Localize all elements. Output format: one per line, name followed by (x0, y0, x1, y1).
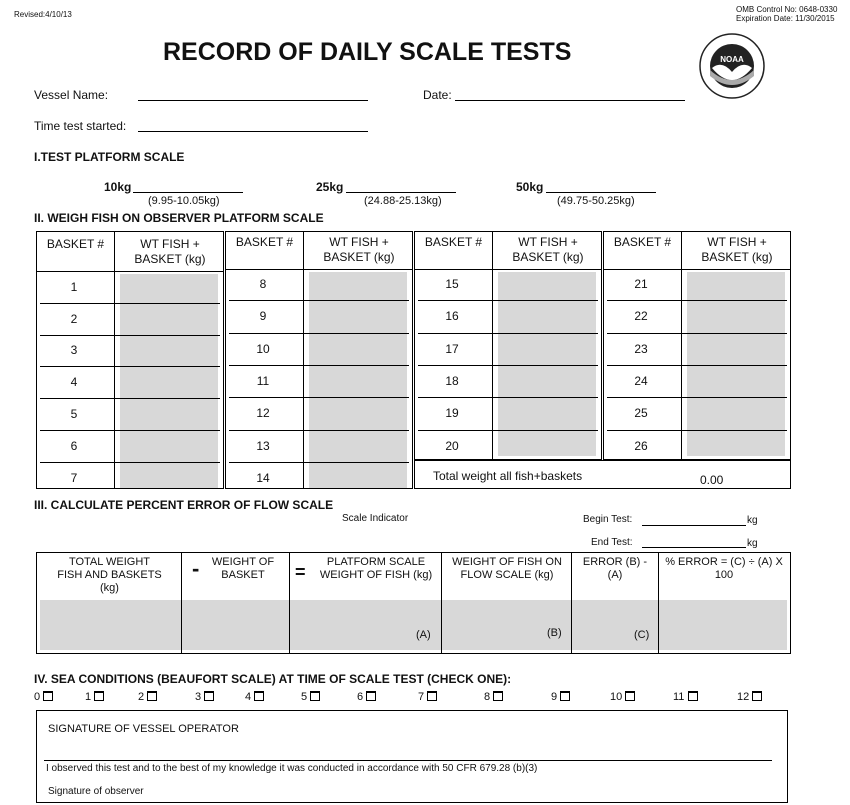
section4-title: IV. SEA CONDITIONS (BEAUFORT SCALE) AT TIME OF SCALE TEST (CHECK ONE): (34, 672, 512, 686)
scale-indicator-label: Scale Indicator (342, 513, 409, 524)
total-weight-value: 0.00 (700, 473, 724, 487)
operator-signature-label: SIGNATURE OF VESSEL OPERATOR (48, 723, 239, 735)
beaufort-label-10: 10 (610, 691, 623, 703)
basket-number: 25 (634, 406, 648, 421)
beaufort-label-2: 2 (138, 691, 145, 703)
table-row (603, 300, 791, 332)
vessel-name-field[interactable] (138, 100, 368, 101)
col-platform-weight: PLATFORM SCALE WEIGHT OF FISH (kg) (319, 556, 433, 581)
table-row (414, 430, 602, 462)
col-percent-error: % ERROR = (C) ÷ (A) X 100 (665, 556, 783, 581)
weight-50kg-label: 50kg (516, 180, 544, 194)
basket-number: 6 (70, 438, 78, 453)
col-basket-weight: WEIGHT OF BASKET (211, 556, 275, 581)
weight-25kg-label: 25kg (316, 180, 344, 194)
basket-number: 11 (256, 374, 270, 389)
end-test-field[interactable] (642, 547, 746, 548)
beaufort-checkbox-2[interactable] (147, 691, 157, 701)
basket-number: 10 (256, 341, 270, 356)
table-row (36, 462, 224, 494)
beaufort-label-6: 6 (357, 691, 364, 703)
table-row (225, 397, 413, 429)
basket-number: 13 (256, 438, 270, 453)
date-field[interactable] (455, 100, 685, 101)
basket-number: 15 (445, 277, 459, 292)
basket-number: 4 (70, 375, 78, 390)
col-flow-weight: WEIGHT OF FISH ON FLOW SCALE (kg) (452, 556, 562, 581)
end-test-unit: kg (747, 538, 758, 549)
total-weight-label: Total weight all fish+baskets (433, 469, 583, 483)
time-started-label: Time test started: (34, 119, 127, 133)
begin-test-unit: kg (747, 515, 758, 526)
expiration-date: Expiration Date: 11/30/2015 (736, 14, 835, 23)
date-label: Date: (423, 88, 452, 102)
page-title: RECORD OF DAILY SCALE TESTS (163, 38, 572, 66)
weight-10kg-field[interactable] (133, 192, 243, 193)
time-started-field[interactable] (138, 131, 368, 132)
marker-a: (A) (416, 629, 431, 641)
table-row (225, 300, 413, 332)
beaufort-checkbox-8[interactable] (493, 691, 503, 701)
weight-25kg-field[interactable] (346, 192, 456, 193)
beaufort-checkbox-10[interactable] (625, 691, 635, 701)
operator-signature-field[interactable] (44, 760, 772, 761)
weight-25kg-range: (24.88-25.13kg) (364, 195, 442, 207)
table-row (414, 268, 602, 300)
beaufort-checkbox-11[interactable] (688, 691, 698, 701)
minus-sign: - (192, 556, 200, 581)
table-row (36, 398, 224, 430)
table-row (603, 365, 791, 397)
table-row (603, 268, 791, 300)
table-row (225, 365, 413, 397)
beaufort-checkbox-0[interactable] (43, 691, 53, 701)
col-total-weight: TOTAL WEIGHT FISH AND BASKETS (kg) (57, 556, 162, 594)
beaufort-checkbox-9[interactable] (560, 691, 570, 701)
table-row (414, 333, 602, 365)
basket-number: 18 (445, 374, 459, 389)
beaufort-checkbox-1[interactable] (94, 691, 104, 701)
basket-number: 8 (259, 277, 267, 292)
weight-header: WT FISH + BASKET (kg) (512, 235, 584, 264)
table-row (225, 333, 413, 365)
omb-control: OMB Control No: 0648-0330 (736, 5, 838, 14)
marker-b: (B) (547, 627, 562, 639)
weight-10kg-label: 10kg (104, 180, 132, 194)
beaufort-label-5: 5 (301, 691, 308, 703)
beaufort-label-9: 9 (551, 691, 558, 703)
basket-number: 21 (634, 277, 648, 292)
table-row (36, 366, 224, 398)
basket-number: 26 (634, 438, 648, 453)
basket-number: 22 (634, 309, 648, 324)
basket-number: 16 (445, 309, 459, 324)
observer-statement: I observed this test and to the best of my knowledge it was conducted in accordance with 50 CFR 679.28 (b)(3) (46, 763, 538, 774)
basket-header: BASKET # (613, 235, 672, 249)
weight-10kg-range: (9.95-10.05kg) (148, 195, 220, 207)
basket-header: BASKET # (424, 235, 483, 249)
weight-50kg-field[interactable] (546, 192, 656, 193)
section1-title: I.TEST PLATFORM SCALE (34, 150, 185, 164)
basket-number: 17 (445, 341, 459, 356)
basket-header: BASKET # (46, 237, 105, 251)
table-row (414, 300, 602, 332)
basket-number: 19 (445, 406, 459, 421)
table-row (225, 268, 413, 300)
observer-signature-label: Signature of observer (48, 786, 144, 797)
basket-number: 12 (256, 406, 270, 421)
flow-scale-entry-area[interactable] (40, 600, 787, 650)
beaufort-label-12: 12 (737, 691, 750, 703)
basket-number: 1 (70, 279, 78, 294)
basket-number: 23 (634, 341, 648, 356)
table-row (603, 397, 791, 429)
beaufort-label-11: 11 (673, 691, 685, 703)
basket-number: 5 (70, 407, 78, 422)
beaufort-label-7: 7 (418, 691, 425, 703)
flow-scale-table (36, 552, 791, 654)
table-row (36, 271, 224, 303)
basket-number: 9 (259, 309, 267, 324)
basket-number: 14 (256, 470, 270, 485)
basket-number: 24 (634, 374, 648, 389)
beaufort-checkbox-5[interactable] (310, 691, 320, 701)
basket-number: 20 (445, 438, 459, 453)
beaufort-label-0: 0 (34, 691, 41, 703)
beaufort-label-4: 4 (245, 691, 252, 703)
beaufort-checkbox-7[interactable] (427, 691, 437, 701)
weight-header: WT FISH + BASKET (kg) (134, 237, 206, 266)
table-row (36, 430, 224, 462)
weight-50kg-range: (49.75-50.25kg) (557, 195, 635, 207)
col-error: ERROR (B) - (A) (582, 556, 648, 581)
table-row (414, 365, 602, 397)
total-weight-row (414, 460, 791, 489)
signature-box (36, 710, 788, 803)
beaufort-label-3: 3 (195, 691, 202, 703)
vessel-name-label: Vessel Name: (34, 88, 109, 102)
section3-title: III. CALCULATE PERCENT ERROR OF FLOW SCALE (34, 498, 334, 512)
marker-c: (C) (634, 629, 650, 641)
section2-title: II. WEIGH FISH ON OBSERVER PLATFORM SCALE (34, 211, 324, 225)
table-row (414, 397, 602, 429)
table-row (36, 335, 224, 367)
table-row (225, 462, 413, 494)
equals-sign: = (295, 562, 306, 582)
beaufort-checkbox-12[interactable] (752, 691, 762, 701)
basket-number: 7 (70, 470, 78, 485)
revised-date: Revised:4/10/13 (14, 10, 72, 19)
weight-header: WT FISH + BASKET (kg) (701, 235, 773, 264)
basket-number: 3 (70, 343, 78, 358)
table-row (603, 333, 791, 365)
beaufort-label-1: 1 (85, 691, 92, 703)
basket-number: 2 (70, 311, 78, 326)
beaufort-checkbox-4[interactable] (254, 691, 264, 701)
beaufort-label-8: 8 (484, 691, 491, 703)
begin-test-field[interactable] (642, 525, 746, 526)
beaufort-checkbox-6[interactable] (366, 691, 376, 701)
table-row (603, 430, 791, 462)
beaufort-checkbox-3[interactable] (204, 691, 214, 701)
basket-header: BASKET # (235, 235, 294, 249)
table-row (225, 430, 413, 462)
begin-test-label: Begin Test: (583, 514, 633, 525)
weight-header: WT FISH + BASKET (kg) (323, 235, 395, 264)
end-test-label: End Test: (591, 537, 633, 548)
logo-text: NOAA (720, 55, 744, 64)
noaa-logo (698, 32, 766, 100)
table-row (36, 303, 224, 335)
